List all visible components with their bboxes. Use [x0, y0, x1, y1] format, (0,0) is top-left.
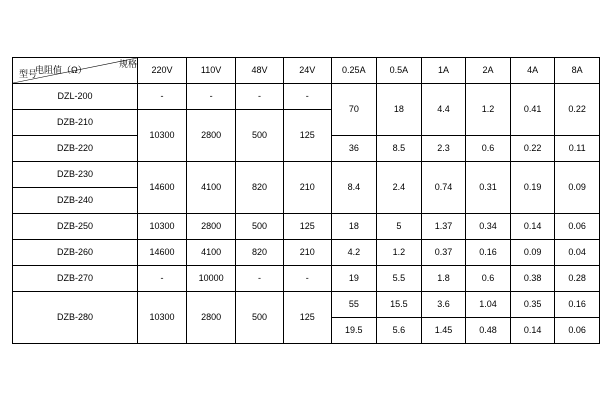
cell-dzl200-24v: - — [283, 84, 331, 110]
cell-dzb210-24v: 125 — [283, 110, 331, 162]
cell-dzb260-2a: 0.16 — [466, 240, 511, 266]
cell-dzb230-48v: 820 — [236, 162, 284, 214]
cell-dzb210-2a: 1.2 — [466, 84, 511, 136]
type-axis-label: 型号 — [19, 69, 38, 80]
header-voltage-110v: 110V — [187, 58, 236, 84]
cell-dzb280-05a: 15.5 — [377, 292, 422, 318]
cell-dzb270-8a: 0.28 — [555, 266, 600, 292]
cell-dzb230-2a: 0.31 — [466, 162, 511, 214]
cell-dzb250-1a: 1.37 — [421, 214, 466, 240]
cell-dzb250-110v: 2800 — [187, 214, 236, 240]
table-row — [13, 266, 600, 292]
cell-dzb270-48v: - — [236, 266, 284, 292]
corner-header-cell — [13, 58, 138, 84]
cell-dzb260-8a: 0.04 — [555, 240, 600, 266]
cell-dzb270-025a: 19 — [331, 266, 376, 292]
cell-dzb270-4a: 0.38 — [510, 266, 555, 292]
cell-dzb230-110v: 4100 — [187, 162, 236, 214]
model-dzl-200: DZL-200 — [13, 84, 138, 110]
header-current-4a: 4A — [510, 58, 555, 84]
model-dzb-230: DZB-230 — [13, 162, 138, 188]
cell-dzb280-24v: 125 — [283, 292, 331, 344]
model-dzb-220: DZB-220 — [13, 136, 138, 162]
cell-dzb280-4a: 0.35 — [510, 292, 555, 318]
cell-dzb280-2a: 1.04 — [466, 292, 511, 318]
cell-dzb270-2a: 0.6 — [466, 266, 511, 292]
cell-dzb250-2a: 0.34 — [466, 214, 511, 240]
cell-dzb210-1a: 4.4 — [421, 84, 466, 136]
cell-dzl200-110v: - — [187, 84, 236, 110]
header-voltage-24v: 24V — [283, 58, 331, 84]
cell-dzb220-2a: 0.6 — [466, 136, 511, 162]
relay-specification-table — [12, 57, 600, 344]
cell-dzb260-05a: 1.2 — [377, 240, 422, 266]
cell-dzb220-8a: 0.11 — [555, 136, 600, 162]
cell-dzb250-48v: 500 — [236, 214, 284, 240]
cell-dzb210-4a: 0.41 — [510, 84, 555, 136]
model-dzb-280: DZB-280 — [13, 292, 138, 344]
cell-dzb280b-4a: 0.14 — [510, 318, 555, 344]
cell-dzb280-1a: 3.6 — [421, 292, 466, 318]
cell-dzb260-4a: 0.09 — [510, 240, 555, 266]
cell-dzb280-48v: 500 — [236, 292, 284, 344]
cell-dzb270-220v: - — [137, 266, 186, 292]
model-dzb-240: DZB-240 — [13, 188, 138, 214]
header-current-1a: 1A — [421, 58, 466, 84]
cell-dzb250-4a: 0.14 — [510, 214, 555, 240]
cell-dzb260-220v: 14600 — [137, 240, 186, 266]
header-current-2a: 2A — [466, 58, 511, 84]
cell-dzb230-1a: 0.74 — [421, 162, 466, 214]
cell-dzb250-24v: 125 — [283, 214, 331, 240]
model-dzb-270: DZB-270 — [13, 266, 138, 292]
cell-dzb280-025a: 55 — [331, 292, 376, 318]
spec-axis-label: 规格 — [118, 59, 137, 69]
cell-dzb280b-025a: 19.5 — [331, 318, 376, 344]
table-row — [13, 84, 600, 110]
cell-dzb280-8a: 0.16 — [555, 292, 600, 318]
cell-dzb230-220v: 14600 — [137, 162, 186, 214]
table-row — [13, 214, 600, 240]
cell-dzb280b-2a: 0.48 — [466, 318, 511, 344]
cell-dzb210-48v: 500 — [236, 110, 284, 162]
table-row — [13, 292, 600, 318]
cell-dzb230-025a: 8.4 — [331, 162, 376, 214]
cell-dzb210-220v: 10300 — [137, 110, 186, 162]
cell-dzb230-8a: 0.09 — [555, 162, 600, 214]
cell-dzb220-1a: 2.3 — [421, 136, 466, 162]
cell-dzb210-8a: 0.22 — [555, 84, 600, 136]
table-header-row — [13, 58, 600, 84]
cell-dzb280b-05a: 5.6 — [377, 318, 422, 344]
cell-dzb250-8a: 0.06 — [555, 214, 600, 240]
cell-dzb270-1a: 1.8 — [421, 266, 466, 292]
cell-dzb280b-8a: 0.06 — [555, 318, 600, 344]
cell-dzb260-025a: 4.2 — [331, 240, 376, 266]
cell-dzb280-110v: 2800 — [187, 292, 236, 344]
model-dzb-250: DZB-250 — [13, 214, 138, 240]
header-voltage-220v: 220V — [137, 58, 186, 84]
model-dzb-260: DZB-260 — [13, 240, 138, 266]
cell-dzb270-05a: 5.5 — [377, 266, 422, 292]
cell-dzb210-110v: 2800 — [187, 110, 236, 162]
cell-dzb210-025a: 70 — [331, 84, 376, 136]
cell-dzb220-025a: 36 — [331, 136, 376, 162]
cell-dzl200-48v: - — [236, 84, 284, 110]
cell-dzb280-220v: 10300 — [137, 292, 186, 344]
header-current-05a: 0.5A — [377, 58, 422, 84]
cell-dzb220-4a: 0.22 — [510, 136, 555, 162]
cell-dzb230-4a: 0.19 — [510, 162, 555, 214]
cell-dzb270-110v: 10000 — [187, 266, 236, 292]
header-current-025a: 0.25A — [331, 58, 376, 84]
cell-dzb220-05a: 8.5 — [377, 136, 422, 162]
table-row — [13, 162, 600, 188]
table-row — [13, 240, 600, 266]
cell-dzb250-05a: 5 — [377, 214, 422, 240]
header-voltage-48v: 48V — [236, 58, 284, 84]
resistance-axis-label: 电阻值（Ω） — [35, 65, 87, 75]
header-current-8a: 8A — [555, 58, 600, 84]
cell-dzb230-24v: 210 — [283, 162, 331, 214]
model-dzb-210: DZB-210 — [13, 110, 138, 136]
cell-dzb270-24v: - — [283, 266, 331, 292]
cell-dzl200-220v: - — [137, 84, 186, 110]
cell-dzb260-48v: 820 — [236, 240, 284, 266]
cell-dzb260-24v: 210 — [283, 240, 331, 266]
cell-dzb250-220v: 10300 — [137, 214, 186, 240]
cell-dzb230-05a: 2.4 — [377, 162, 422, 214]
cell-dzb210-05a: 18 — [377, 84, 422, 136]
cell-dzb260-110v: 4100 — [187, 240, 236, 266]
cell-dzb260-1a: 0.37 — [421, 240, 466, 266]
cell-dzb280b-1a: 1.45 — [421, 318, 466, 344]
cell-dzb250-025a: 18 — [331, 214, 376, 240]
